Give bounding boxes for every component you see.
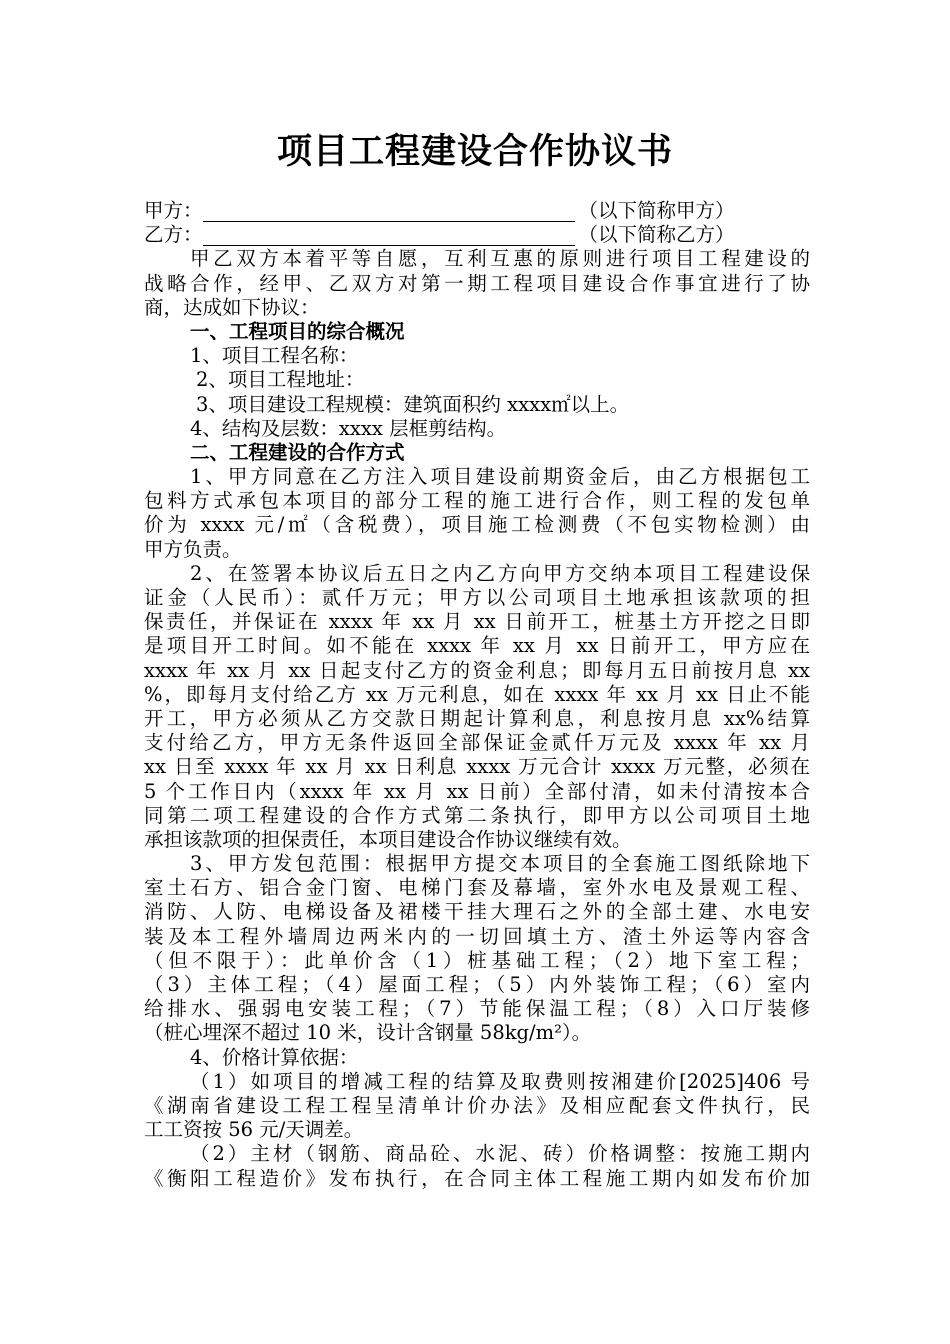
clause-line: 室土石方、铝合金门窗、电梯门套及幕墙，室外水电及景观工程、 xyxy=(144,876,810,900)
clause-line: 3、甲方发包范围：根据甲方提交本项目的全套施工图纸除地下 xyxy=(190,852,810,876)
party-b-row xyxy=(144,223,810,247)
party-b-suffix: （以下简称乙方） xyxy=(578,223,735,247)
intro-line: 商，达成如下协议： xyxy=(144,295,320,319)
clause-line: 2、在签署本协议后五日之内乙方向甲方交纳本项目工程建设保 xyxy=(190,561,810,585)
clause-line: 是项目开工时间。如不能在 xxxx 年 xx 月 xx 日前开工，甲方应在 xyxy=(144,634,810,658)
clause-line: （1）如项目的增减工程的结算及取费则按湘建价[2025]406 号 xyxy=(190,1069,810,1093)
clause-4-1-paragraph xyxy=(144,1070,810,1143)
clause-line: %，即每月支付给乙方 xx 万元利息，如在 xxxx 年 xx 月 xx 日止不能 xyxy=(144,682,810,706)
clause-4-heading: 4、价格计算依据： xyxy=(190,1045,359,1069)
intro-paragraph xyxy=(144,247,810,320)
party-a-label: 甲方： xyxy=(144,198,203,222)
clause-line: 给排水、强弱电安装工程；（7）节能保温工程；（8）入口厅装修 xyxy=(144,997,810,1021)
clause-2-paragraph xyxy=(144,562,810,852)
section1-item: 4、结构及层数：xxxx 层框剪结构。 xyxy=(190,416,507,440)
section1-item: 3、项目建设工程规模：建筑面积约 xxxx㎡以上。 xyxy=(196,392,630,416)
clause-line: 证金（人民币）：贰仟万元；甲方以公司项目土地承担该款项的担 xyxy=(144,586,810,609)
clause-line: 《衡阳工程造价》发布执行，在合同主体工程施工期内如发布价加 xyxy=(144,1166,810,1190)
clause-line: 消防、人防、电梯设备及裙楼干挂大理石之外的全部土建、水电安 xyxy=(144,900,810,924)
party-b-label: 乙方： xyxy=(144,223,203,247)
clause-line: 5 个工作日内（xxxx 年 xx 月 xx 日前）全部付清，如未付清按本合 xyxy=(144,779,810,803)
clause-line: xx 日至 xxxx 年 xx 月 xx 日利息 xxxx 万元合计 xxxx 万元整，必须在 xyxy=(144,755,810,779)
clause-line: 同第二项工程建设的合作方式第二条执行，即甲方以公司项目土地 xyxy=(144,803,810,827)
party-b-name-blank xyxy=(203,225,575,246)
party-a-name-blank xyxy=(203,201,575,222)
section1-item: 1、项目工程名称： xyxy=(190,344,359,368)
clause-line: 支付给乙方，甲方无条件返回全部保证金贰仟万元及 xxxx 年 xx 月 xyxy=(144,731,810,755)
clause-line: （但不限于）：此单价含（1）桩基础工程；（2）地下室工程； xyxy=(144,948,810,972)
clause-line: xxxx 年 xx 月 xx 日起支付乙方的资金利息；即每月五日前按月息 xx xyxy=(144,658,810,682)
clause-line: 保责任，并保证在 xxxx 年 xx 月 xx 日前开工，桩基土方开挖之日即 xyxy=(144,610,810,634)
document-body xyxy=(144,199,810,1191)
document-title: 项目工程建设合作协议书 xyxy=(276,132,673,172)
clause-line: 开工，甲方必须从乙方交款日期起计算利息，利息按月息 xx%结算 xyxy=(144,706,810,730)
section1-heading: 一、工程项目的综合概况 xyxy=(190,319,405,343)
clause-1-paragraph xyxy=(144,465,810,562)
party-a-row xyxy=(144,199,810,223)
clause-line: 《湖南省建设工程工程呈清单计价办法》及相应配套文件执行，民 xyxy=(144,1093,810,1117)
intro-line: 战略合作，经甲、乙双方对第一期工程项目建设合作事宜进行了协 xyxy=(144,271,810,295)
party-a-suffix: （以下简称甲方） xyxy=(578,198,735,222)
clause-line: （桩心埋深不超过 10 米，设计含钢量 58kg/m²）。 xyxy=(144,1021,592,1045)
clause-line: 1、甲方同意在乙方注入项目建设前期资金后，由乙方根据包工 xyxy=(190,465,810,489)
clause-line: 承担该款项的担保责任，本项目建设合作协议继续有效。 xyxy=(144,827,632,851)
clause-line: 包料方式承包本项目的部分工程的施工进行合作，则工程的发包单 xyxy=(144,489,810,513)
clause-line: （3）主体工程；（4）屋面工程；（5）内外装饰工程；（6）室内 xyxy=(144,973,810,996)
section2-heading: 二、工程建设的合作方式 xyxy=(190,440,405,464)
section1-item: 2、项目工程地址： xyxy=(196,368,365,392)
clause-line: 甲方负责。 xyxy=(144,537,242,561)
clause-line: （2）主材（钢筋、商品砼、水泥、砖）价格调整：按施工期内 xyxy=(190,1142,810,1166)
clause-3-paragraph xyxy=(144,852,810,1046)
clause-line: 装及本工程外墙周边两米内的一切回填土方、渣土外运等内容含 xyxy=(144,924,810,948)
intro-line: 甲乙双方本着平等自愿，互利互惠的原则进行项目工程建设的 xyxy=(190,247,810,271)
clause-line: 价为 xxxx 元/㎡（含税费），项目施工检测费（不包实物检测）由 xyxy=(144,513,810,537)
clause-line: 工工资按 56 元/天调差。 xyxy=(144,1118,364,1142)
clause-4-2-paragraph xyxy=(144,1142,810,1190)
